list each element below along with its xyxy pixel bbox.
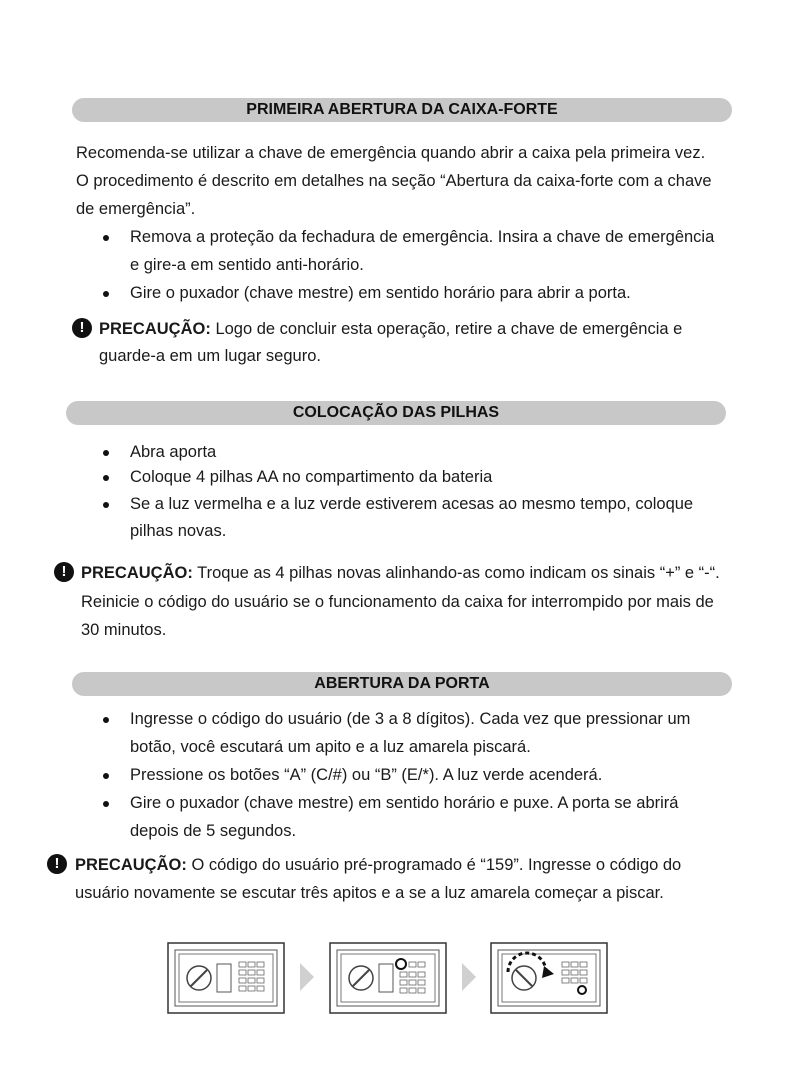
bullet-dot <box>103 773 109 779</box>
caution-icon: ! <box>72 318 92 338</box>
caution-line: guarde-a em um lugar seguro. <box>99 347 321 365</box>
bullet-dot <box>103 235 109 241</box>
caution-line <box>99 319 682 339</box>
bullet-dot <box>103 475 109 481</box>
safe-handle-turned-illustration <box>490 942 608 1014</box>
intro-line: de emergência”. <box>76 200 196 218</box>
intro-line: O procedimento é descrito em detalhes na seção “Abertura da caixa-forte com a chave <box>76 172 712 190</box>
list-item: Gire o puxador (chave mestre) em sentido horário e puxe. A porta se abrirá <box>130 794 679 812</box>
list-item: Se a luz vermelha e a luz verde estiverem acesas ao mesmo tempo, coloque <box>130 495 694 513</box>
bullet-dot <box>103 450 109 456</box>
safe-closed-illustration <box>167 942 285 1014</box>
list-item: Ingresse o código do usuário (de 3 a 8 dígitos). Cada vez que pressionar um <box>130 710 691 728</box>
list-item-continuation: e gire-a em sentido anti-horário. <box>130 256 364 274</box>
list-item-continuation: pilhas novas. <box>130 522 227 540</box>
bullet-dot <box>103 801 109 807</box>
caution-label: PRECAUÇÃO: <box>81 564 193 582</box>
list-item: Pressione os botões “A” (C/#) ou “B” (E/*). A luz verde acenderá. <box>130 766 603 784</box>
list-item: Abra aporta <box>130 443 217 461</box>
section-header-colocacao-pilhas: COLOCAÇÃO DAS PILHAS <box>66 401 726 425</box>
list-item: Coloque 4 pilhas AA no compartimento da bateria <box>130 468 493 486</box>
caution-line: usuário novamente se escutar três apitos e a se a luz amarela começar a piscar. <box>75 884 664 902</box>
caution-line <box>81 563 720 583</box>
caution-label: PRECAUÇÃO: <box>99 320 211 338</box>
caution-label: PRECAUÇÃO: <box>75 856 187 874</box>
section-header-primeira-abertura: PRIMEIRA ABERTURA DA CAIXA-FORTE <box>72 98 732 122</box>
caution-line: Reinicie o código do usuário se o funcionamento da caixa for interrompido por mais de <box>81 593 714 611</box>
section-header-abertura-porta: ABERTURA DA PORTA <box>72 672 732 696</box>
bullet-dot <box>103 717 109 723</box>
caution-text: Troque as 4 pilhas novas alinhando-as como indicam os sinais “+” e “-“. <box>197 564 720 582</box>
list-item-continuation: botão, você escutará um apito e a luz amarela piscará. <box>130 738 531 756</box>
bullet-dot <box>103 291 109 297</box>
intro-line: Recomenda-se utilizar a chave de emergência quando abrir a caixa pela primeira vez. <box>76 144 706 162</box>
caution-line: 30 minutos. <box>81 621 167 639</box>
caution-line <box>75 855 681 875</box>
safe-keypad-pressed-illustration <box>329 942 447 1014</box>
arrow-right-icon <box>300 963 314 991</box>
list-item: Gire o puxador (chave mestre) em sentido horário para abrir a porta. <box>130 284 631 302</box>
caution-icon: ! <box>47 854 67 874</box>
caution-text: O código do usuário pré-programado é “159”. Ingresse o código do <box>191 856 682 874</box>
caution-icon: ! <box>54 562 74 582</box>
list-item: Remova a proteção da fechadura de emergência. Insira a chave de emergência <box>130 228 715 246</box>
list-item-continuation: depois de 5 segundos. <box>130 822 297 840</box>
caution-text: Logo de concluir esta operação, retire a chave de emergência e <box>215 320 683 338</box>
bullet-dot <box>103 502 109 508</box>
arrow-right-icon <box>462 963 476 991</box>
